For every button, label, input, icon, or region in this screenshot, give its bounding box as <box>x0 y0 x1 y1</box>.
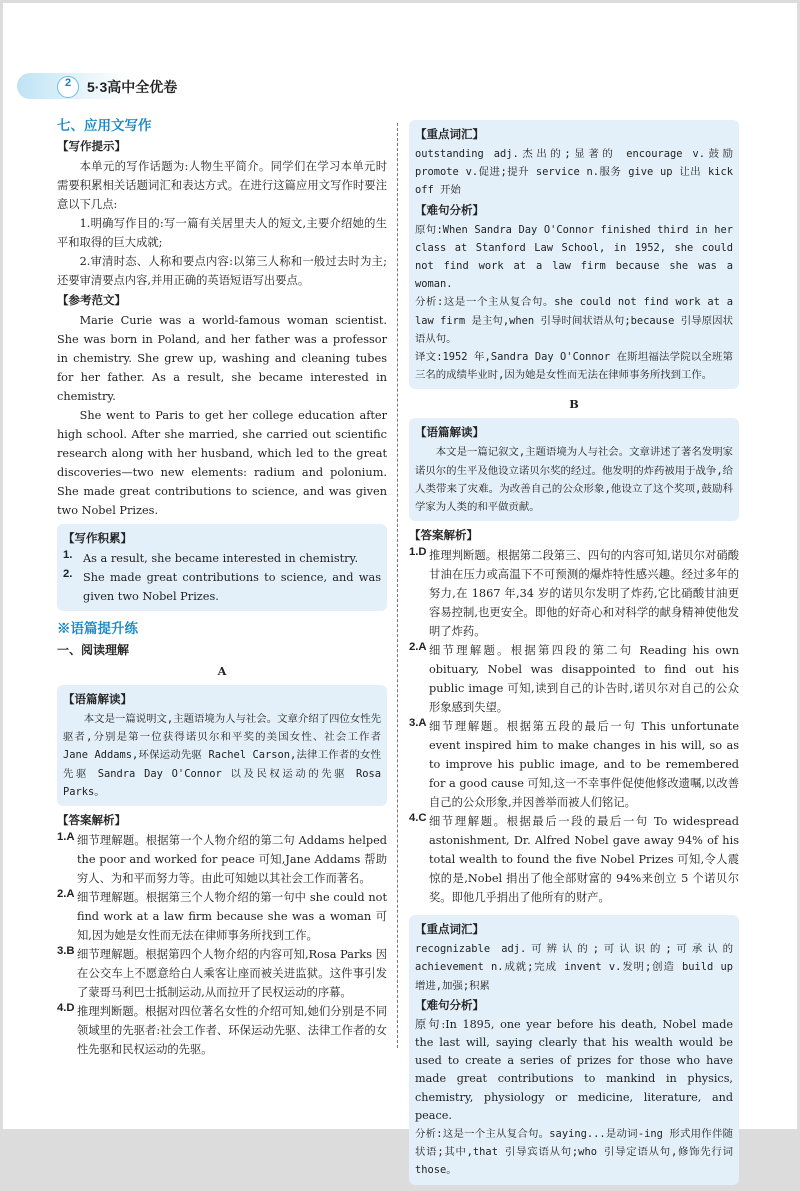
answer-number: 3.A <box>409 717 427 730</box>
answer-item <box>57 831 387 888</box>
answers-a-label: 【答案解析】 <box>57 815 126 828</box>
sentence-b-label: 【难句分析】 <box>415 999 484 1012</box>
discourse-b-label: 【语篇解读】 <box>415 427 484 440</box>
discourse-b-box <box>409 418 739 521</box>
answer-number: 2.A <box>409 641 427 654</box>
discourse-a-text: 本文是一篇说明文,主题语境为人与社会。文章介绍了四位女性先驱者,分别是第一位获得诺贝尔和平奖的美国女性、社会工作者 Jane Addams,环保运动先驱 Rachel Carson,法律工作者的女性先驱 Sandra Day O'Connor 以及民权运动的先驱 Rosa Parks。 <box>63 713 381 798</box>
accumulation-number: 1. <box>63 549 73 561</box>
vocab-sentence-a-box <box>409 120 739 389</box>
sentence-a-analysis: 分析:这是一个主从复合句。she could not find work at a law firm 是主句,when 引导时间状语从句;because 引导原因状语从句。 <box>415 296 733 345</box>
answer-text: 推理判断题。根据对四位著名女性的介绍可知,她们分别是不同领域里的先驱者:社会工作者、环保运动先驱、法律工作者的女性先驱和民权运动的先驱。 <box>77 1005 387 1057</box>
sample-essay-para-1: Marie Curie was a world-famous woman scientist. She was born in Poland, and her father was a professor in chemistry. She grew up, washing and cleaning tubes for her father. As a result, she became interested in chemistry. <box>57 314 387 403</box>
right-column <box>409 116 739 1191</box>
answer-number: 1.A <box>57 831 75 844</box>
answer-item <box>409 546 739 641</box>
answer-item <box>409 812 739 907</box>
sample-essay-label: 【参考范文】 <box>57 295 126 307</box>
page <box>3 3 797 1177</box>
page-number: 2 <box>57 76 79 98</box>
discourse-a-label: 【语篇解读】 <box>63 694 132 706</box>
answer-text: 细节理解题。根据第四个人物介绍的内容可知,Rosa Parks 因在公交车上不愿意给白人乘客让座而被关进监狱。这件事引发了蒙哥马利巴士抵制运动,从而拉开了民权运动的序幕。 <box>77 948 387 1000</box>
writing-accumulation-box <box>57 524 387 611</box>
vocab-a-text: outstanding adj.杰出的;显著的 encourage v.鼓励 promote v.促进;提升 service n.服务 give up 让出 kick off 开始 <box>415 148 733 197</box>
sample-essay-para-2: She went to Paris to get her college education after high school. After she married, she carried out scientific research along with her husband, which led to the great discoveries—two new elements: radium and polonium. She made great contributions to science, and was given two Nobel Prizes. <box>57 409 387 517</box>
discourse-a-box <box>57 685 387 806</box>
answer-number: 4.C <box>409 812 427 825</box>
column-divider <box>397 123 398 1048</box>
sentence-a-original: 原句:When Sandra Day O'Connor finished third in her class at Stanford Law School, in 1952, she could not find work at a law firm because she was a woman. <box>415 223 733 291</box>
accumulation-text: She made great contributions to science, and was given two Nobel Prizes. <box>83 571 381 603</box>
passage-a-heading: A <box>217 664 227 678</box>
writing-prompt-intro: 本单元的写作话题为:人物生平简介。同学们在学习本单元时需要积累相关话题词汇和表达方式。在进行这篇应用文写作时要注意以下几点: <box>57 160 387 211</box>
left-column <box>57 116 387 1059</box>
writing-prompt-point-1: 1.明确写作目的:写一篇有关居里夫人的短文,主要介绍她的生平和取得的巨大成就; <box>57 217 387 249</box>
answer-text: 细节理解题。根据最后一段的最后一句 To widespread astonishment, Dr. Alfred Nobel gave away 94% of his total wealth to found the five Nobel Prizes 可知,令人震惊的是,Nobel 捐出了他全部财富的 94%来创立 5 个诺贝尔奖。即他几乎捐出了他所有的财产。 <box>429 815 739 905</box>
vocab-sentence-b-box <box>409 915 739 1184</box>
answer-item <box>57 945 387 1002</box>
answer-item <box>57 1002 387 1059</box>
vocab-b-label: 【重点词汇】 <box>415 924 484 937</box>
reading-section-title: ※语篇提升练 <box>57 621 138 636</box>
writing-prompt-point-2: 2.审清时态、人称和要点内容:以第三人称和一般过去时为主;还要审清要点内容,并用正确的英语短语写出要点。 <box>57 255 387 287</box>
sentence-b-analysis: 分析:这是一个主从复合句。saying...是动词-ing 形式用作伴随状语;其中,that 引导宾语从句;who 引导定语从句,修饰先行词 those。 <box>415 1128 733 1177</box>
answer-item <box>409 717 739 812</box>
writing-section-title: 七、应用文写作 <box>57 118 152 133</box>
answer-text: 细节理解题。根据第三个人物介绍的第一句中 she could not find work at a law firm because she was a woman 可知,因为她是女性而无法在律师事务所找到工作。 <box>77 891 387 943</box>
accumulation-item <box>63 549 381 568</box>
accumulation-number: 2. <box>63 568 73 580</box>
discourse-b-text: 本文是一篇记叙文,主题语境为人与社会。文章讲述了著名发明家诺贝尔的生平及他设立诺贝尔奖的经过。他发明的炸药被用于战争,给人类带来了灾难。为改善自己的公众形象,他设立了这个奖项,鼓励科学家为人类的和平做贡献。 <box>415 446 733 514</box>
answer-item <box>57 888 387 945</box>
vocab-a-label: 【重点词汇】 <box>415 129 484 141</box>
writing-prompt-label: 【写作提示】 <box>57 141 126 153</box>
answers-b-label: 【答案解析】 <box>409 530 478 543</box>
sentence-a-translation: 译文:1952 年,Sandra Day O'Connor 在斯坦福法学院以全班第三名的成绩毕业时,因为她是女性而无法在律师事务所找到工作。 <box>415 351 733 382</box>
accumulation-text: As a result, she became interested in chemistry. <box>83 552 359 565</box>
sentence-a-label: 【难句分析】 <box>415 204 484 217</box>
answer-text: 推理判断题。根据第二段第三、四句的内容可知,诺贝尔对硝酸甘油在压力或高温下不可预测的爆炸特性感兴趣。经过多年的努力,在 1867 年,34 岁的诺贝尔发明了炸药,它比硝酸甘油更容易控制,也更安全。即他的好奇心和对科学的献身精神使他发明了炸药。 <box>429 549 739 639</box>
reading-subheading: 一、阅读理解 <box>57 643 130 657</box>
answer-text: 细节理解题。根据第四段的第二句 Reading his own obituary, Nobel was disappointed to find out his public image 可知,读到自己的讣告时,诺贝尔对自己的公众形象感到失望。 <box>429 644 739 715</box>
passage-b-heading: B <box>569 397 579 412</box>
answer-item <box>409 641 739 717</box>
answer-text: 细节理解题。根据第一个人物介绍的第二句 Addams helped the poor and worked for peace 可知,Jane Addams 帮助穷人、为和平而努力等。由此可知她以其社会工作而著名。 <box>77 834 387 886</box>
answer-text: 细节理解题。根据第五段的最后一句 This unfortunate event inspired him to make changes in his will, so as to improve his public image, and to be remembered for a good cause 可知,这一不幸事件促使他修改遗嘱,以改善自己的公众形象,并因善举而被人们铭记。 <box>429 720 739 810</box>
writing-accumulation-label: 【写作积累】 <box>63 533 132 545</box>
accumulation-item <box>63 568 381 606</box>
answer-number: 1.D <box>409 546 427 559</box>
answer-number: 4.D <box>57 1002 75 1015</box>
answer-number: 3.B <box>57 945 75 958</box>
book-title: 5·3高中全优卷 <box>87 79 178 95</box>
answer-number: 2.A <box>57 888 75 901</box>
sentence-b-original: 原句:In 1895, one year before his death, Nobel made the last will, saying clearly that his wealth would be used to create a series of prizes for those who have made great contributions to mankind in physics, chemistry, physiology or medicine, literature, and peace. <box>415 1017 733 1122</box>
vocab-b-text: recognizable adj.可辨认的;可认识的;可承认的 achievement n.成就;完成 invent v.发明;创造 build up 增进,加强;积累 <box>415 943 733 992</box>
